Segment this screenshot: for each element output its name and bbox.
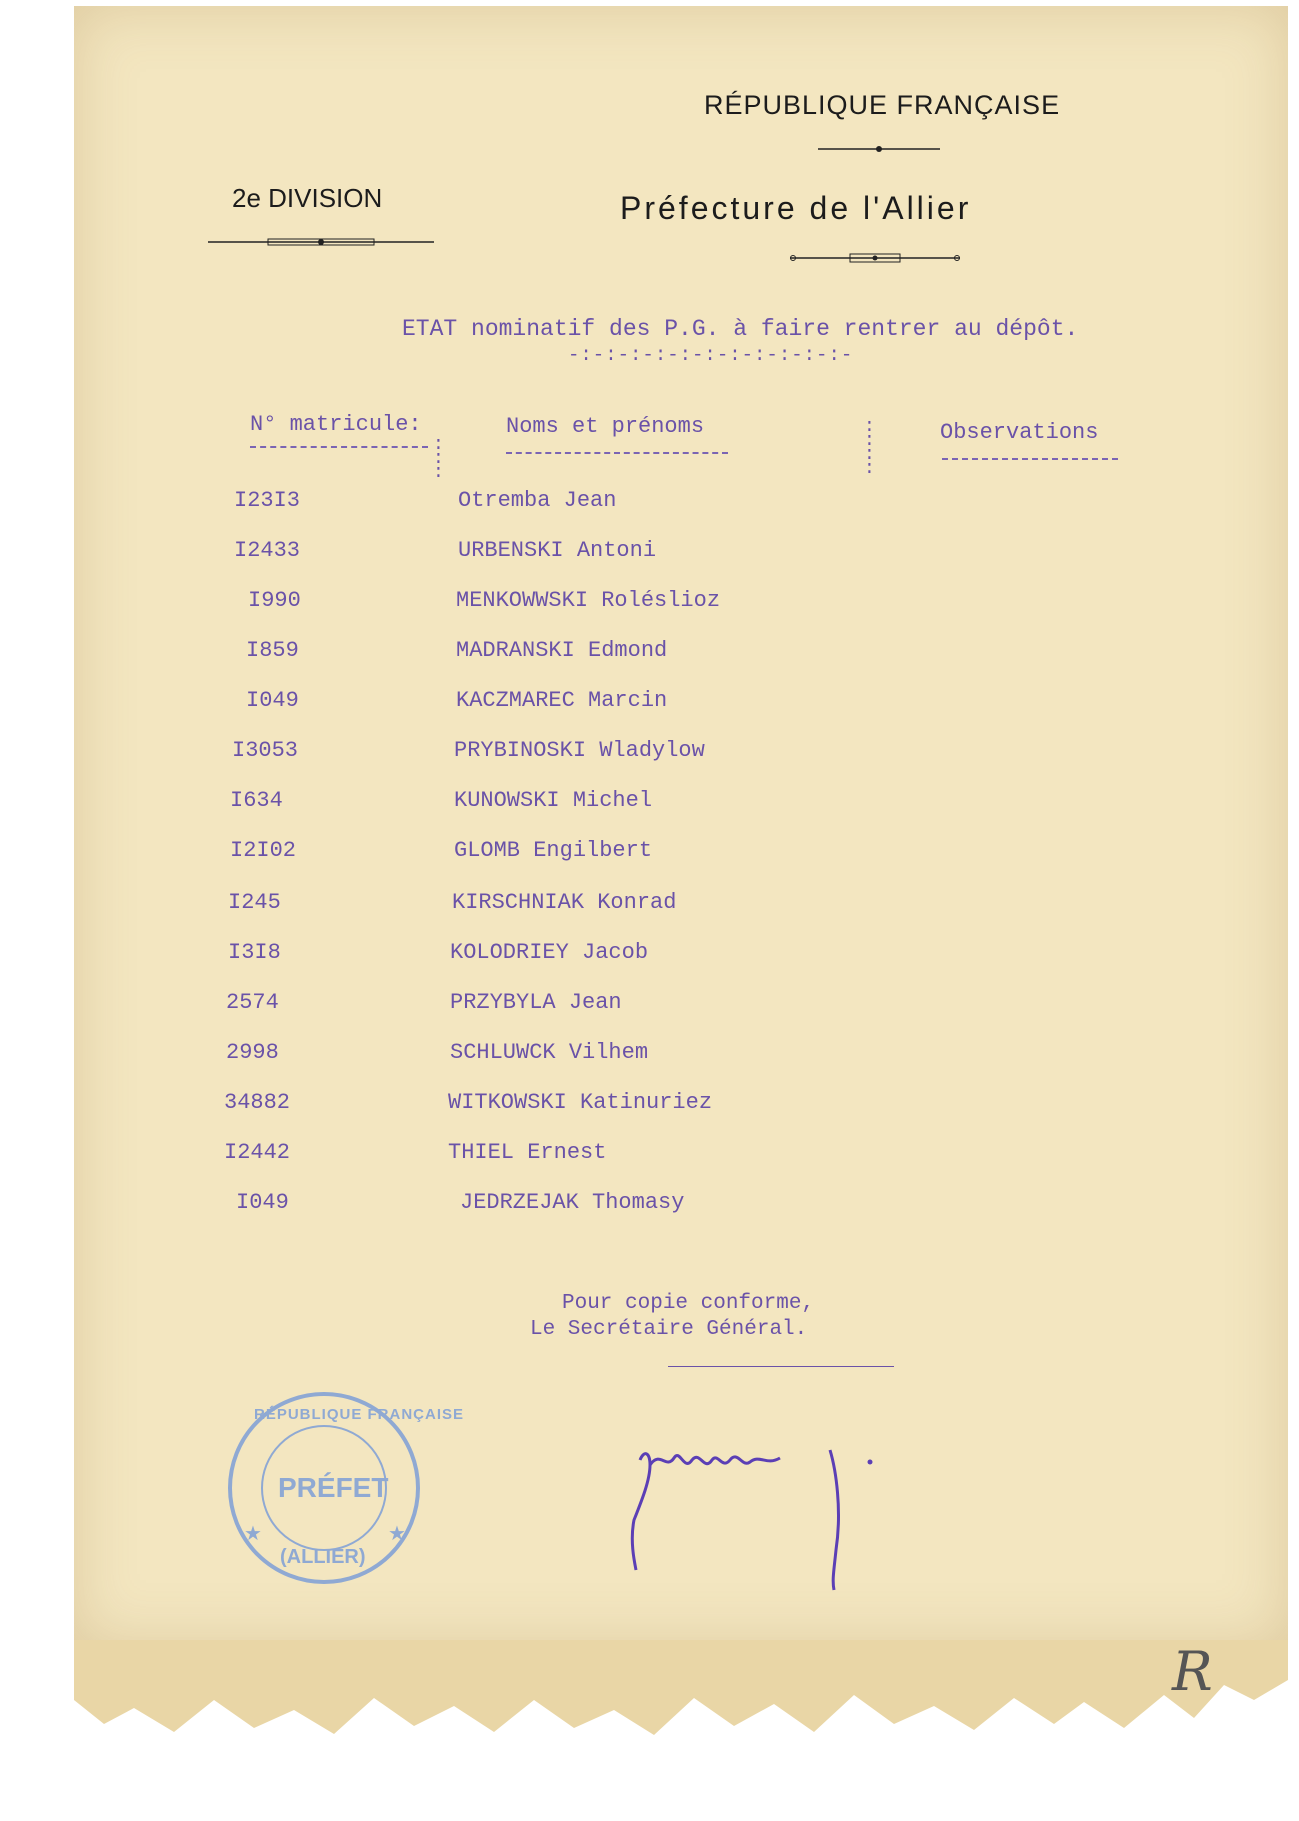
matricule-number: I23I3 (234, 488, 301, 513)
column-header-matricule: N° matricule: (250, 412, 422, 437)
matricule-number: I245 (228, 890, 281, 915)
matricule-number: I634 (230, 788, 283, 813)
list-item (0, 538, 1299, 568)
prefecture-heading: Préfecture de l'Allier (620, 190, 972, 226)
person-name: Otremba Jean (458, 488, 617, 513)
republic-heading: RÉPUBLIQUE FRANÇAISE (704, 90, 1061, 120)
republic-ornament (818, 142, 940, 156)
matricule-number: I2442 (224, 1140, 291, 1165)
matricule-number: I3053 (232, 738, 299, 763)
closing-line-1: Pour copie conforme, (562, 1292, 815, 1315)
person-name: THIEL Ernest (448, 1140, 607, 1165)
person-name: JEDRZEJAK Thomasy (460, 1190, 685, 1215)
torn-bottom-edge (74, 1640, 1288, 1740)
stamp-center-text: PRÉFET (278, 1472, 389, 1503)
column-separator-1: : : : (433, 435, 444, 483)
matricule-number: I049 (236, 1190, 289, 1215)
matricule-number: I049 (246, 688, 299, 713)
list-item (0, 488, 1299, 518)
person-name: PRYBINOSKI Wladylow (454, 738, 705, 763)
person-name: MENKOWWSKI Roléslioz (456, 588, 721, 613)
prefecture-ornament (790, 251, 960, 265)
matricule-number: 2574 (226, 990, 279, 1015)
person-name: WITKOWSKI Katinuriez (448, 1090, 713, 1115)
person-name: KUNOWSKI Michel (454, 788, 653, 813)
closing-line-2: Le Secrétaire Général. (530, 1318, 808, 1341)
official-stamp (224, 1388, 465, 1588)
svg-text:★: ★ (388, 1523, 406, 1545)
person-name: KOLODRIEY Jacob (450, 940, 649, 965)
person-name: MADRANSKI Edmond (456, 638, 668, 663)
list-item (0, 588, 1299, 618)
person-name: KACZMAREC Marcin (456, 688, 668, 713)
division-ornament (208, 235, 434, 249)
matricule-number: I2433 (234, 538, 301, 563)
column-header-names: Noms et prénoms (506, 414, 705, 439)
matricule-number: I3I8 (228, 940, 281, 965)
column-underline-names (506, 452, 728, 454)
column-separator-2: : : : : (864, 417, 875, 479)
list-item (0, 890, 1299, 920)
column-header-observations: Observations (940, 420, 1099, 445)
stamp-top-text: RÉPUBLIQUE FRANÇAISE (254, 1406, 465, 1423)
list-item (0, 1190, 1299, 1220)
person-name: SCHLUWCK Vilhem (450, 1040, 649, 1065)
signature (620, 1410, 920, 1600)
margin-mark: R (1172, 1640, 1213, 1703)
person-name: PRZYBYLA Jean (450, 990, 622, 1015)
matricule-number: 34882 (224, 1090, 291, 1115)
list-item (0, 838, 1299, 868)
stamp-bottom-text: (ALLIER) (280, 1546, 366, 1568)
matricule-number: I2I02 (230, 838, 297, 863)
title-ornament: -:-:-:-:-:-:-:-:-:-:-:- (568, 344, 854, 366)
person-name: GLOMB Engilbert (454, 838, 653, 863)
person-name: URBENSKI Antoni (458, 538, 657, 563)
svg-text:★: ★ (244, 1523, 262, 1545)
list-item (0, 940, 1299, 970)
list-item (0, 688, 1299, 718)
matricule-number: I859 (246, 638, 299, 663)
division-heading: 2e DIVISION (232, 183, 383, 213)
matricule-number: 2998 (226, 1040, 279, 1065)
list-item (0, 1090, 1299, 1120)
list-item (0, 1040, 1299, 1070)
column-underline-observations (942, 458, 1118, 460)
list-item (0, 1140, 1299, 1170)
person-name: KIRSCHNIAK Konrad (452, 890, 677, 915)
list-item (0, 638, 1299, 668)
signature-rule (668, 1366, 894, 1367)
list-item (0, 738, 1299, 768)
document-title: ETAT nominatif des P.G. à faire rentrer au dépôt. (402, 316, 1079, 342)
list-item (0, 788, 1299, 818)
matricule-number: I990 (248, 588, 301, 613)
column-underline-matricule (250, 446, 428, 448)
list-item (0, 990, 1299, 1020)
